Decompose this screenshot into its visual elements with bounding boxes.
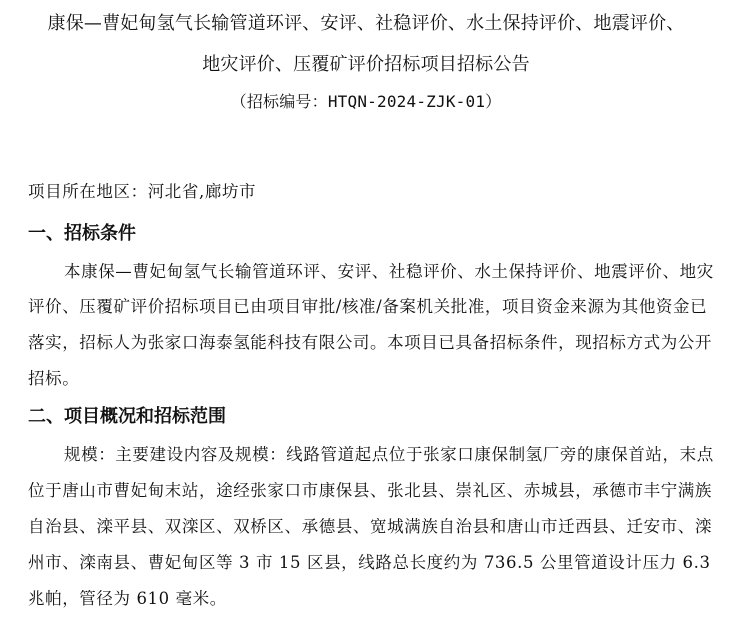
- section-1-heading: 一、招标条件: [28, 223, 136, 244]
- paragraph-line: 招标。: [28, 369, 80, 388]
- paragraph-line: 评价、压覆矿评价招标项目已由项目审批/核准/备案机关批准，项目资金来源为其他资金已: [28, 297, 708, 316]
- paragraph-line: 规模：主要建设内容及规模：线路管道起点位于张家口康保制氢厂旁的康保首站，末点: [64, 445, 714, 464]
- paragraph-line: 州市、滦南县、曹妃甸区等 3 市 15 区县，线路总长度约为 736.5 公里管道设计压力 6.3: [28, 553, 711, 572]
- bid-number: （招标编号：HTQN-2024-ZJK-01）: [230, 92, 502, 111]
- paragraph-line: 自治县、滦平县、双滦区、双桥区、承德县、宽城满族自治县和唐山市迁西县、迁安市、滦: [28, 517, 712, 536]
- paragraph-line: 兆帕，管径为 610 毫米。: [28, 589, 227, 608]
- notice-title-line-2: 地灾评价、压覆矿评价招标项目招标公告: [202, 54, 530, 75]
- notice-title-line-1: 康保—曹妃甸氢气长输管道环评、安评、社稳评价、水土保持评价、地震评价、: [47, 13, 685, 34]
- paragraph-line: 落实，招标人为张家口海泰氢能科技有限公司。本项目已具备招标条件，现招标方式为公开: [28, 333, 712, 352]
- paragraph-line: 位于唐山市曹妃甸末站，途经张家口市康保县、张北县、崇礼区、赤城县，承德市丰宁满族: [28, 481, 712, 500]
- project-location: 项目所在地区：河北省,廊坊市: [28, 182, 257, 201]
- section-2-heading: 二、项目概况和招标范围: [28, 406, 226, 427]
- paragraph-line: 本康保—曹妃甸氢气长输管道环评、安评、社稳评价、水土保持评价、地震评价、地灾: [64, 262, 714, 281]
